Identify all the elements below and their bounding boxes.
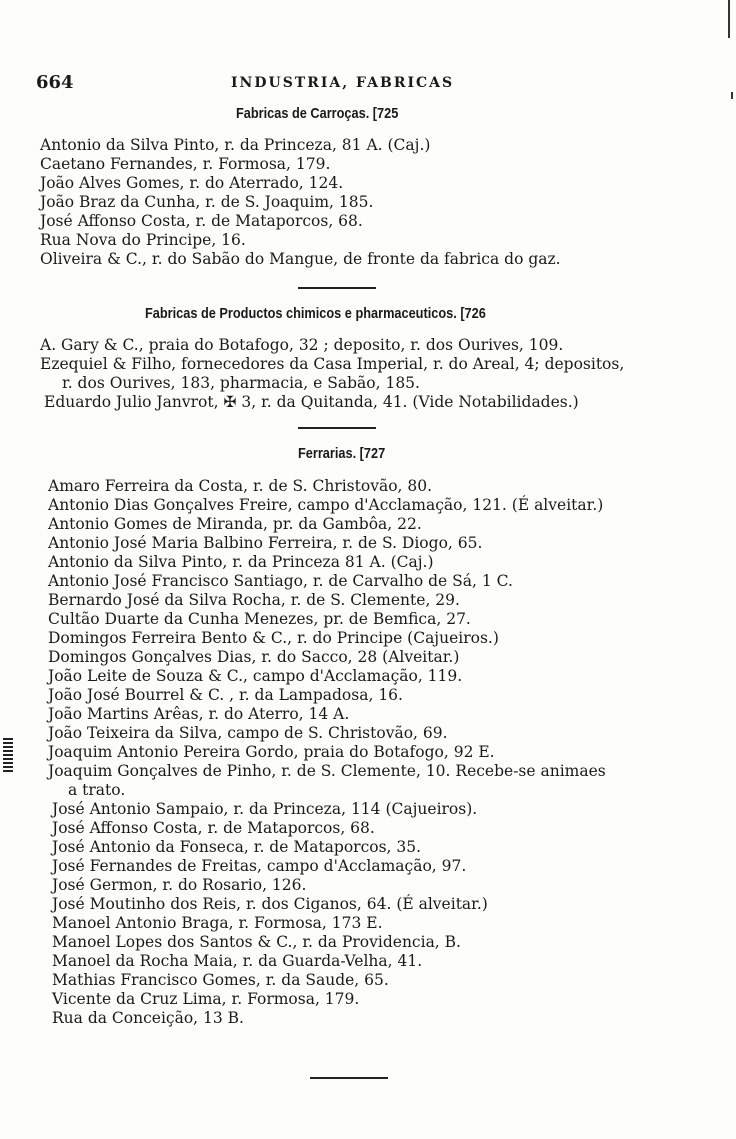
list-item: Mathias Francisco Gomes, r. da Saude, 65. <box>52 971 389 989</box>
list-item: Antonio Dias Gonçalves Freire, campo d'Acclamação, 121. (É alveitar.) <box>48 496 604 514</box>
list-item: Rua Nova do Principe, 16. <box>40 231 246 249</box>
list-item: Eduardo Julio Janvrot, ✠ 3, r. da Quitanda, 41. (Vide Notabilidades.) <box>44 393 579 411</box>
list-item: José Moutinho dos Reis, r. dos Ciganos, 64. (É alveitar.) <box>52 895 488 913</box>
list-item: Caetano Fernandes, r. Formosa, 179. <box>40 155 331 173</box>
list-item: José Antonio da Fonseca, r. de Mataporcos, 35. <box>52 838 422 856</box>
list-item: José Fernandes de Freitas, campo d'Acclamação, 97. <box>52 857 467 875</box>
list-item: Ezequiel & Filho, fornecedores da Casa Imperial, r. do Areal, 4; depositos, <box>40 355 625 373</box>
list-item: Cultão Duarte da Cunha Menezes, pr. de Bemfica, 27. <box>48 610 471 628</box>
section-title-725: Fabricas de Carroças. [725 <box>236 105 399 122</box>
list-item: Rua da Conceição, 13 B. <box>52 1009 244 1027</box>
section-title-727: Ferrarias. [727 <box>298 445 386 462</box>
list-item: a trato. <box>68 781 126 799</box>
list-item: Amaro Ferreira da Costa, r. de S. Christovão, 80. <box>48 477 433 495</box>
list-item: João Martins Arêas, r. do Aterro, 14 A. <box>48 705 350 723</box>
list-item: Vicente da Cruz Lima, r. Formosa, 179. <box>52 990 360 1008</box>
page-number: 664 <box>36 72 74 93</box>
list-item: Antonio da Silva Pinto, r. da Princeza, 81 A. (Caj.) <box>40 136 431 154</box>
section-divider <box>298 427 376 429</box>
list-item: José Germon, r. do Rosario, 126. <box>52 876 307 894</box>
page-edge-dot <box>731 92 733 99</box>
margin-mark <box>3 738 13 774</box>
list-item: José Affonso Costa, r. de Mataporcos, 68. <box>52 819 375 837</box>
list-item: Domingos Ferreira Bento & C., r. do Principe (Cajueiros.) <box>48 629 499 647</box>
section-divider <box>310 1077 388 1079</box>
list-item: José Affonso Costa, r. de Mataporcos, 68. <box>40 212 363 230</box>
page-edge-mark <box>728 0 730 38</box>
list-item: Joaquim Gonçalves de Pinho, r. de S. Clemente, 10. Recebe-se animaes <box>48 762 606 780</box>
list-item: João Alves Gomes, r. do Aterrado, 124. <box>40 174 344 192</box>
list-item: João Leite de Souza & C., campo d'Acclamação, 119. <box>48 667 463 685</box>
list-item: Domingos Gonçalves Dias, r. do Sacco, 28 (Alveitar.) <box>48 648 460 666</box>
list-item: Bernardo José da Silva Rocha, r. de S. Clemente, 29. <box>48 591 460 609</box>
page-header <box>36 72 491 96</box>
list-item: João José Bourrel & C. , r. da Lampadosa, 16. <box>48 686 403 704</box>
list-item: Joaquim Antonio Pereira Gordo, praia do Botafogo, 92 E. <box>48 743 495 761</box>
list-item: Antonio Gomes de Miranda, pr. da Gambôa, 22. <box>48 515 422 533</box>
list-item: Manoel da Rocha Maia, r. da Guarda-Velha, 41. <box>52 952 423 970</box>
list-item: A. Gary & C., praia do Botafogo, 32 ; deposito, r. dos Ourives, 109. <box>40 336 564 354</box>
running-title: INDUSTRIA, FABRICAS <box>231 75 455 91</box>
list-item: Antonio da Silva Pinto, r. da Princeza 81 A. (Caj.) <box>48 553 434 571</box>
list-item: João Braz da Cunha, r. de S. Joaquim, 185. <box>40 193 374 211</box>
section-divider <box>298 287 376 289</box>
section-title-726: Fabricas de Productos chimicos e pharmaceuticos. [726 <box>145 305 486 322</box>
list-item: Manoel Antonio Braga, r. Formosa, 173 E. <box>52 914 383 932</box>
list-item: r. dos Ourives, 183, pharmacia, e Sabão, 185. <box>62 374 420 392</box>
list-item: João Teixeira da Silva, campo de S. Christovão, 69. <box>48 724 448 742</box>
list-item: Antonio José Francisco Santiago, r. de Carvalho de Sá, 1 C. <box>48 572 513 590</box>
list-item: Oliveira & C., r. do Sabão do Mangue, de fronte da fabrica do gaz. <box>40 250 561 268</box>
list-item: Antonio José Maria Balbino Ferreira, r. de S. Diogo, 65. <box>48 534 483 552</box>
list-item: Manoel Lopes dos Santos & C., r. da Providencia, B. <box>52 933 461 951</box>
list-item: José Antonio Sampaio, r. da Princeza, 114 (Cajueiros). <box>52 800 478 818</box>
